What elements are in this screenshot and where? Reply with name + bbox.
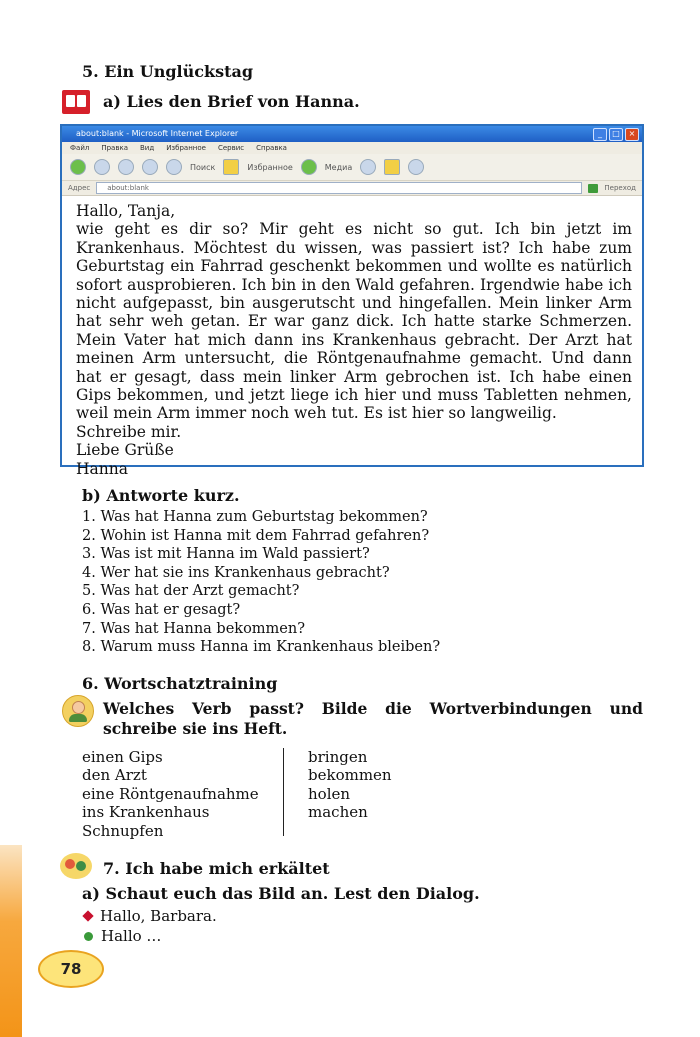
dialog-line: [82, 906, 217, 926]
list-item: holen: [308, 784, 351, 803]
letter-signature: Hanna: [76, 459, 128, 478]
list-item: 1. Was hat Hanna zum Geburtstag bekommen?: [82, 509, 428, 525]
exercise-6-title: 6. Wortschatztraining: [82, 674, 278, 693]
exercise-5-title: 5. Ein Unglückstag: [82, 62, 254, 81]
go-icon[interactable]: [588, 184, 598, 193]
dialog-text: Hallo …: [101, 927, 162, 945]
home-icon[interactable]: [166, 159, 182, 175]
list-item: 3. Was ist mit Hanna im Wald passiert?: [82, 546, 370, 563]
menu-help[interactable]: Справка: [256, 144, 287, 152]
history-icon[interactable]: [360, 159, 376, 175]
letter-content: [62, 196, 642, 478]
menu-tools[interactable]: Сервис: [217, 144, 245, 152]
list-item: ins Krankenhaus: [82, 803, 210, 822]
browser-title: about:blank - Microsoft Internet Explorer: [76, 129, 239, 138]
writing-person-icon: [62, 695, 94, 727]
go-button[interactable]: Переход: [604, 184, 636, 192]
list-item: Schnupfen: [82, 821, 164, 840]
list-item: 8. Warum muss Hanna im Krankenhaus bleiben?: [82, 639, 441, 656]
letter-closing-2: Liebe Grüße: [76, 441, 174, 460]
letter-closing-1: Schreibe mir.: [76, 422, 182, 441]
list-item: den Arzt: [82, 766, 147, 785]
minimize-icon[interactable]: _: [593, 128, 607, 141]
favorites-icon[interactable]: [223, 159, 239, 175]
list-item: 7. Was hat Hanna bekommen?: [82, 620, 305, 637]
exercise-7-title: 7. Ich habe mich erkältet: [103, 859, 330, 878]
list-item: bekommen: [308, 766, 392, 785]
maximize-icon[interactable]: □: [609, 128, 623, 141]
list-item: 6. Was hat er gesagt?: [82, 601, 241, 618]
favorites-button[interactable]: Избранное: [247, 162, 293, 172]
menu-favorites[interactable]: Избранное: [166, 144, 206, 152]
address-label: Адрес: [68, 184, 91, 192]
print-icon[interactable]: [408, 159, 424, 175]
forward-icon[interactable]: [94, 159, 110, 175]
mail-icon[interactable]: [384, 159, 400, 175]
exercise-5-task-b: b) Antworte kurz.: [82, 486, 240, 505]
page-edge-bar: [0, 845, 22, 1037]
media-button[interactable]: Медиа: [324, 162, 353, 172]
exercise-6-task: Welches Verb passt? Bilde die Wortverbindungen und schreibe sie ins Heft.: [103, 699, 643, 738]
list-item: 2. Wohin ist Hanna mit dem Fahrrad gefahren?: [82, 527, 430, 544]
pair-work-icon: [60, 853, 92, 879]
browser-toolbar: [62, 154, 642, 181]
media-icon[interactable]: [301, 159, 317, 175]
dialog-line: [82, 926, 217, 946]
browser-window: [60, 124, 644, 478]
page-number: 78: [38, 950, 104, 988]
list-item: bringen: [308, 748, 368, 766]
address-bar: [62, 181, 642, 196]
dot-bullet-icon: [84, 932, 93, 941]
browser-menubar: [62, 142, 642, 154]
noun-column: [82, 748, 259, 840]
column-divider: [283, 748, 284, 836]
search-button[interactable]: Поиск: [190, 162, 216, 172]
list-item: eine Röntgenaufnahme: [82, 784, 259, 803]
browser-titlebar: [62, 126, 642, 142]
refresh-icon[interactable]: [142, 159, 158, 175]
address-input[interactable]: about:blank: [96, 182, 582, 194]
menu-file[interactable]: Файл: [70, 144, 90, 152]
dialog-text: Hallo, Barbara.: [100, 907, 217, 925]
letter-body: wie geht es dir so? Mir geht es nicht so gut. Ich bin jetzt im Krankenhaus. Möchtest du wissen, was passiert ist? Ich habe zum Geburtstag ein Fahrrad geschenkt bekommen und wollte es natürlich sofort ausprobieren. Ich bin in den Wald gefahren. Irgendwie habe ich nicht aufgepasst, bin ausgerutscht und hingefallen. Mein linker Arm hat sehr weh getan. Er war ganz dick. Ich hatte starke Schmerzen. Mein Vater hat mich dann ins Krankenhaus gebracht. Der Arzt hat meinen Arm untersucht, die Röntgenaufnahme gemacht. Und dann hat er gesagt, dass mein linker Arm gebrochen ist. Ich habe einen Gips bekommen, und jetzt liege ich hier und muss Tabletten nehmen, weil mein Arm immer noch weh tut. Es ist hier so langweilig.: [76, 220, 632, 423]
stop-icon[interactable]: [118, 159, 134, 175]
verb-column: [308, 748, 392, 822]
menu-edit[interactable]: Правка: [101, 144, 128, 152]
menu-view[interactable]: Вид: [139, 144, 155, 152]
list-item: 5. Was hat der Arzt gemacht?: [82, 583, 300, 600]
exercise-5-task-a: a) Lies den Brief von Hanna.: [103, 92, 360, 111]
list-item: machen: [308, 803, 368, 822]
back-icon[interactable]: [70, 159, 86, 175]
exercise-7-task-a: a) Schaut euch das Bild an. Lest den Dialog.: [82, 884, 480, 903]
book-icon: [62, 90, 90, 114]
list-item: 4. Wer hat sie ins Krankenhaus gebracht?: [82, 564, 390, 581]
list-item: einen Gips: [82, 748, 163, 766]
letter-greeting: Hallo, Tanja,: [76, 202, 176, 220]
question-list: [82, 508, 440, 657]
dialog: [82, 906, 217, 946]
diamond-bullet-icon: [82, 910, 93, 921]
close-icon[interactable]: ×: [625, 128, 639, 141]
